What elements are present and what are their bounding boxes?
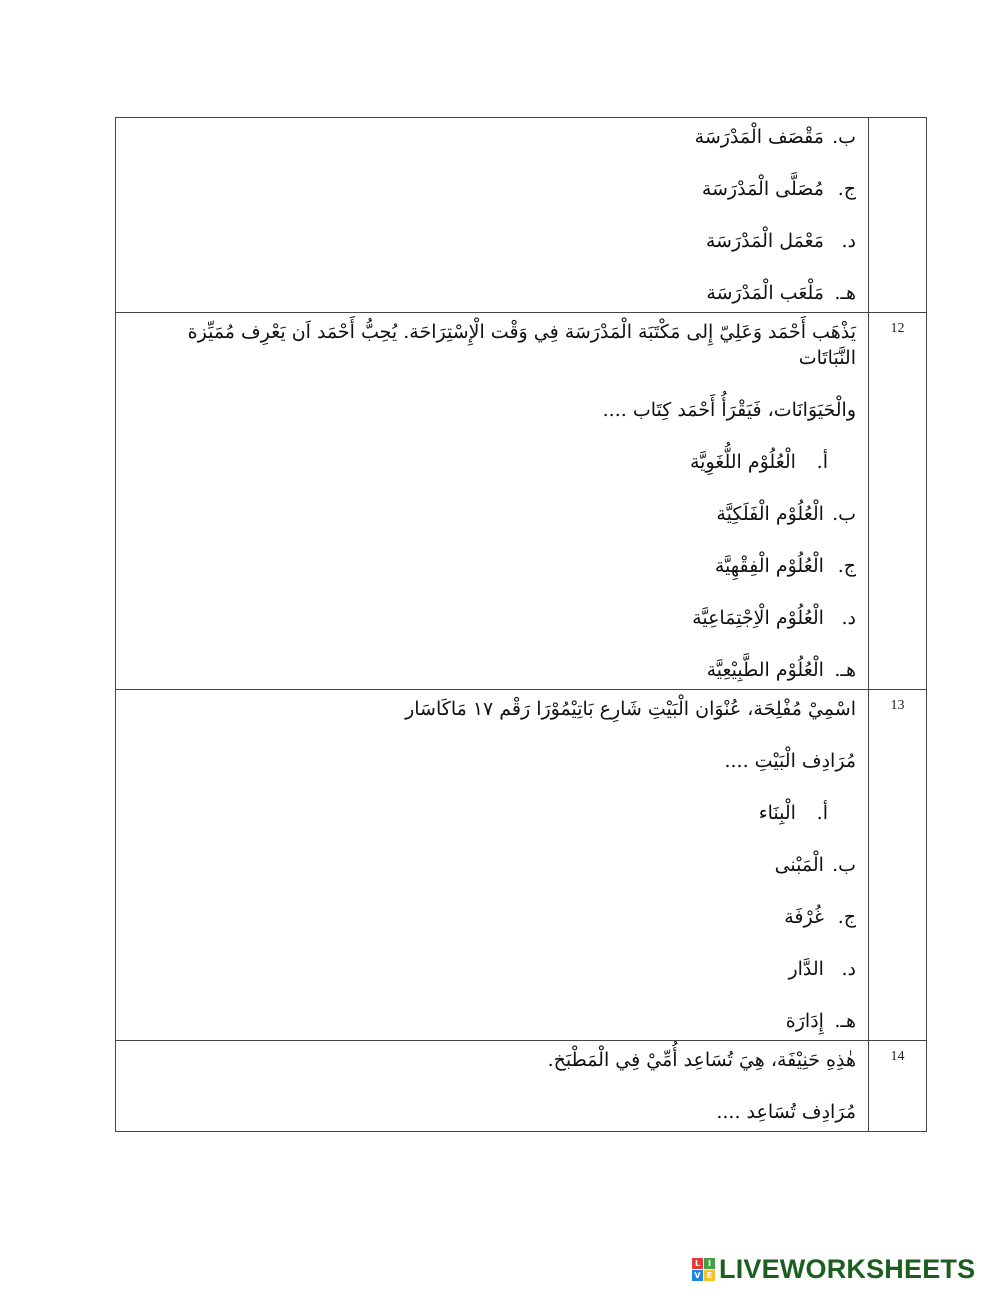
question-number — [869, 118, 927, 313]
question-table-body — [116, 118, 927, 1132]
option-letter: ج. — [837, 906, 856, 928]
question-number: 13 — [869, 690, 927, 1041]
answer-option[interactable] — [130, 280, 856, 306]
option-letter: أ. — [816, 802, 828, 824]
answer-option[interactable] — [130, 176, 856, 202]
question-table — [115, 117, 927, 1132]
option-text: الدَّار — [788, 958, 824, 980]
question-content — [116, 690, 869, 1041]
option-letter: ب. — [832, 503, 856, 525]
option-text: الْعُلُوْم الطَّبِيْعِيَّة — [706, 659, 824, 681]
logo-square: I — [704, 1258, 715, 1269]
option-text: الْعُلُوْم الْاِجْتِمَاعِيَّة — [692, 607, 824, 629]
answer-option[interactable] — [130, 657, 856, 683]
option-letter: د. — [841, 607, 856, 629]
option-text: غُرْفَة — [784, 906, 824, 928]
question-content — [116, 1041, 869, 1132]
option-text: الْعُلُوْم الْفِقْهِيَّة — [714, 555, 824, 577]
question-content — [116, 118, 869, 313]
option-text: مَعْمَل الْمَدْرَسَة — [705, 230, 824, 252]
question-number: 12 — [869, 313, 927, 690]
answer-option[interactable] — [130, 124, 856, 150]
answer-option[interactable] — [130, 228, 856, 254]
logo-square: V — [692, 1270, 703, 1281]
option-text: الْعُلُوْم اللُّغَوِيَّة — [689, 451, 796, 473]
option-text: مَقْصَف الْمَدْرَسَة — [694, 126, 824, 148]
option-letter: ج. — [837, 555, 856, 577]
option-letter: ب. — [832, 854, 856, 876]
logo-mark-icon — [692, 1258, 715, 1281]
question-text: والْحَيَوَانَات، فَيَقْرَأُ أَحْمَد كِتَاب .... — [602, 399, 856, 421]
option-letter: هـ. — [834, 282, 856, 304]
option-text: الْبِنَاء — [758, 802, 796, 824]
answer-option[interactable] — [130, 605, 856, 631]
liveworksheets-logo — [692, 1254, 975, 1284]
question-text: هٰذِهِ حَنِيْفَة، هِيَ تُسَاعِد أُمِّيْ فِي الْمَطْبَخ. — [547, 1049, 856, 1071]
question-row — [116, 690, 927, 1041]
question-row — [116, 313, 927, 690]
question-text: يَذْهَب أَحْمَد وَعَلِيّ إِلى مَكْتَبَة الْمَدْرَسَة فِي وَقْت الْإِسْتِرَاحَة. يُحِبُّ أَحْمَد اَن يَعْرِف مُمَيِّزة النَّبَاتَات — [187, 321, 856, 369]
logo-text: LIVEWORKSHEETS — [719, 1253, 976, 1284]
option-letter: د. — [841, 230, 856, 252]
option-letter: هـ. — [834, 659, 856, 681]
question-row — [116, 118, 927, 313]
answer-option[interactable] — [130, 553, 856, 579]
logo-square: E — [704, 1270, 715, 1281]
option-letter: ب. — [832, 126, 856, 148]
logo-square: L — [692, 1258, 703, 1269]
answer-option[interactable] — [130, 852, 856, 878]
answer-option[interactable] — [130, 800, 856, 826]
answer-option[interactable] — [130, 501, 856, 527]
option-text: مُصَلَّى الْمَدْرَسَة — [701, 178, 824, 200]
question-content — [116, 313, 869, 690]
question-row — [116, 1041, 927, 1132]
question-text: مُرَادِف تُسَاعِد .... — [716, 1101, 856, 1123]
question-number: 14 — [869, 1041, 927, 1132]
option-text: الْعُلُوْم الْفَلَكِيَّة — [716, 503, 824, 525]
option-text: إِدَارَة — [785, 1010, 824, 1032]
question-text: اسْمِيْ مُفْلِحَة، عُنْوَان الْبَيْتِ شَارِع بَاتِيْمُوْرَا رَقْم ١٧ مَاكَاسَار — [405, 698, 856, 720]
option-letter: أ. — [816, 451, 828, 473]
option-text: مَلْعَب الْمَدْرَسَة — [706, 282, 824, 304]
answer-option[interactable] — [130, 449, 856, 475]
answer-option[interactable] — [130, 1008, 856, 1034]
option-letter: ج. — [837, 178, 856, 200]
question-text: مُرَادِف الْبَيْتِ .... — [724, 750, 856, 772]
answer-option[interactable] — [130, 956, 856, 982]
option-letter: هـ. — [834, 1010, 856, 1032]
answer-option[interactable] — [130, 904, 856, 930]
option-letter: د. — [841, 958, 856, 980]
option-text: الْمَبْنى — [774, 854, 824, 876]
